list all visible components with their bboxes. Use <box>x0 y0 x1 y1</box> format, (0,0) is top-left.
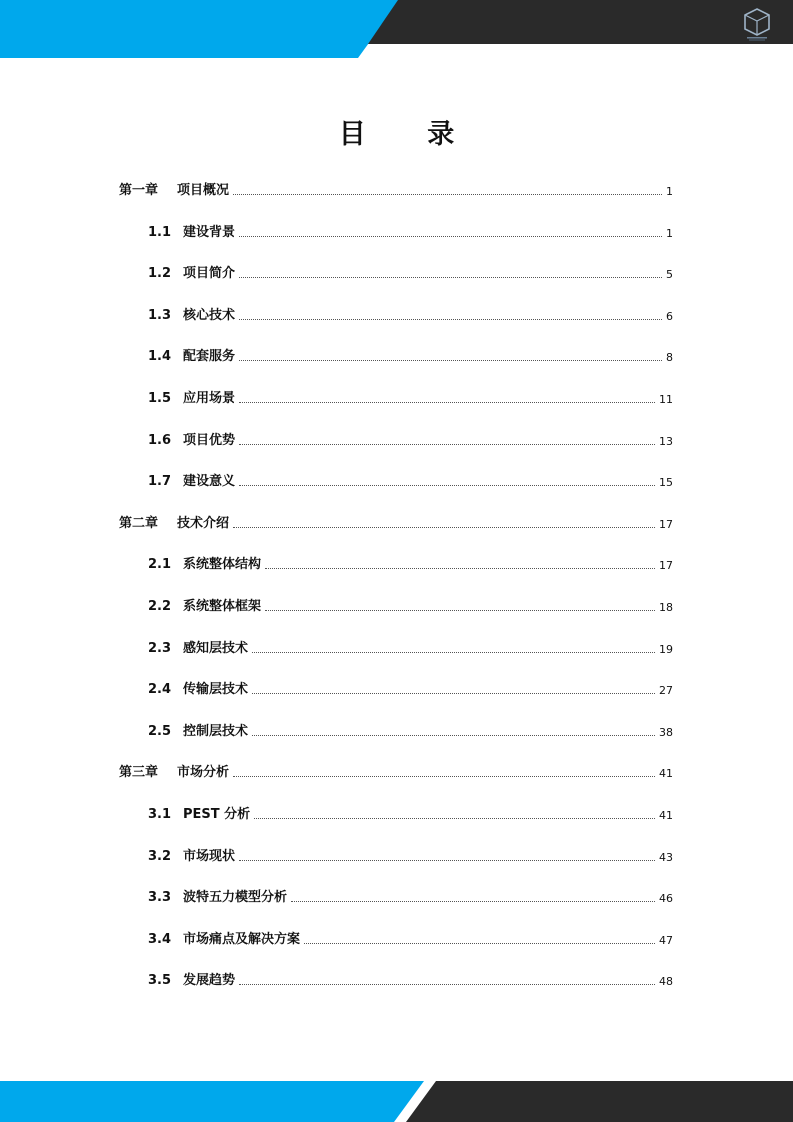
toc-entry-page-number: 11 <box>659 393 673 406</box>
toc-entry-number: 3.3 <box>148 890 172 905</box>
toc-entry-number: 3.2 <box>148 849 172 864</box>
toc-entry[interactable] <box>0 555 793 575</box>
toc-entry-label: 项目优势 <box>183 433 236 448</box>
toc-dot-leader <box>304 943 655 944</box>
toc-entry-label: 市场分析 <box>177 765 230 780</box>
toc-dot-leader <box>239 485 655 486</box>
toc-entry-number: 2.1 <box>148 557 172 572</box>
toc-entry-label: 波特五力模型分析 <box>183 890 288 905</box>
footer-band-graphic <box>0 1081 793 1122</box>
toc-entry[interactable] <box>0 264 793 284</box>
toc-entry-number: 1.5 <box>148 391 172 406</box>
toc-entry-page-number: 38 <box>659 726 673 739</box>
header-blue-shape <box>0 0 400 58</box>
toc-entry-page-number: 41 <box>659 767 673 780</box>
toc-entry-number: 第二章 <box>119 516 159 531</box>
toc-entry-label: PEST 分析 <box>183 807 251 822</box>
toc-entry-number: 2.2 <box>148 599 172 614</box>
header-dark-shape <box>368 0 793 44</box>
toc-entry-number: 2.3 <box>148 641 172 656</box>
toc-entry-page-number: 47 <box>659 934 673 947</box>
toc-entry-page-number: 46 <box>659 892 673 905</box>
toc-entry-page-number: 15 <box>659 476 673 489</box>
toc-entry[interactable] <box>0 472 793 492</box>
toc-dot-leader <box>239 360 662 361</box>
toc-entry-number: 1.7 <box>148 474 172 489</box>
toc-entry-label: 应用场景 <box>183 391 236 406</box>
toc-entry-number: 2.4 <box>148 682 172 697</box>
toc-entry-page-number: 5 <box>666 268 673 281</box>
footer-band <box>0 1081 793 1122</box>
toc-entry-number: 1.4 <box>148 349 172 364</box>
toc-entry-label: 发展趋势 <box>183 973 236 988</box>
toc-entry-number: 1.6 <box>148 433 172 448</box>
toc-dot-leader <box>239 277 662 278</box>
toc-dot-leader <box>239 860 655 861</box>
toc-entry[interactable] <box>0 389 793 409</box>
toc-entry[interactable] <box>0 514 793 534</box>
toc-entry[interactable] <box>0 971 793 991</box>
toc-dot-leader <box>254 818 655 819</box>
toc-entry-number: 第一章 <box>119 183 159 198</box>
toc-entry-page-number: 27 <box>659 684 673 697</box>
toc-entry-number: 第三章 <box>119 765 159 780</box>
toc-entry-number: 3.1 <box>148 807 172 822</box>
toc-entry[interactable] <box>0 223 793 243</box>
toc-entry-label: 传输层技术 <box>183 682 249 697</box>
toc-dot-leader <box>265 568 655 569</box>
footer-dark-shape <box>406 1081 793 1122</box>
cube-logo-icon <box>740 6 774 42</box>
toc-entry-label: 核心技术 <box>183 308 236 323</box>
toc-entry-page-number: 17 <box>659 518 673 531</box>
toc-entry-number: 1.3 <box>148 308 172 323</box>
toc-entry-page-number: 1 <box>666 227 673 240</box>
toc-entry[interactable] <box>0 597 793 617</box>
toc-entry[interactable] <box>0 805 793 825</box>
toc-dot-leader <box>233 527 655 528</box>
toc-entry[interactable] <box>0 930 793 950</box>
toc-dot-leader <box>239 444 655 445</box>
toc-entry-page-number: 17 <box>659 559 673 572</box>
header-band <box>0 0 793 58</box>
toc-dot-leader <box>233 776 655 777</box>
toc-entry-label: 项目概况 <box>177 183 230 198</box>
toc-entry[interactable] <box>0 306 793 326</box>
toc-entry-number: 3.5 <box>148 973 172 988</box>
toc-entry-label: 系统整体框架 <box>183 599 262 614</box>
toc-dot-leader <box>233 194 662 195</box>
toc-entry-label: 建设意义 <box>183 474 236 489</box>
toc-entry-page-number: 1 <box>666 185 673 198</box>
toc-entry-label: 项目简介 <box>183 266 236 281</box>
toc-dot-leader <box>265 610 655 611</box>
toc-entry[interactable] <box>0 347 793 367</box>
toc-entry-page-number: 13 <box>659 435 673 448</box>
toc-entry-number: 1.2 <box>148 266 172 281</box>
toc-entry[interactable] <box>0 680 793 700</box>
toc-entry-label: 控制层技术 <box>183 724 249 739</box>
toc-entry-label: 系统整体结构 <box>183 557 262 572</box>
toc-dot-leader <box>252 693 655 694</box>
toc-entry-label: 技术介绍 <box>177 516 230 531</box>
toc-entry[interactable] <box>0 431 793 451</box>
toc-entry-label: 建设背景 <box>183 225 236 240</box>
toc-entry-page-number: 18 <box>659 601 673 614</box>
toc-entry-number: 1.1 <box>148 225 172 240</box>
toc-entry-page-number: 6 <box>666 310 673 323</box>
footer-blue-shape <box>0 1081 424 1122</box>
toc-entry[interactable] <box>0 888 793 908</box>
toc-dot-leader <box>239 319 662 320</box>
toc-entry-label: 感知层技术 <box>183 641 249 656</box>
toc-dot-leader <box>291 901 655 902</box>
toc-entry-label: 市场痛点及解决方案 <box>183 932 301 947</box>
toc-entry-number: 3.4 <box>148 932 172 947</box>
toc-dot-leader <box>239 984 655 985</box>
toc-entry[interactable] <box>0 722 793 742</box>
page-title: 目 录 <box>338 119 481 150</box>
toc-entry-page-number: 43 <box>659 851 673 864</box>
header-band-graphic <box>0 0 793 58</box>
toc-dot-leader <box>252 652 655 653</box>
toc-entry-label: 市场现状 <box>183 849 236 864</box>
toc-dot-leader <box>239 402 655 403</box>
toc-entry[interactable] <box>0 639 793 659</box>
toc-entry-page-number: 41 <box>659 809 673 822</box>
toc-entry-label: 配套服务 <box>183 349 236 364</box>
toc-entry-page-number: 8 <box>666 351 673 364</box>
toc-entry[interactable] <box>0 763 793 783</box>
toc-entry[interactable] <box>0 181 793 201</box>
toc-entry-number: 2.5 <box>148 724 172 739</box>
toc-entry-page-number: 19 <box>659 643 673 656</box>
toc-entry-page-number: 48 <box>659 975 673 988</box>
toc-entry[interactable] <box>0 847 793 867</box>
toc-dot-leader <box>252 735 655 736</box>
toc-dot-leader <box>239 236 662 237</box>
